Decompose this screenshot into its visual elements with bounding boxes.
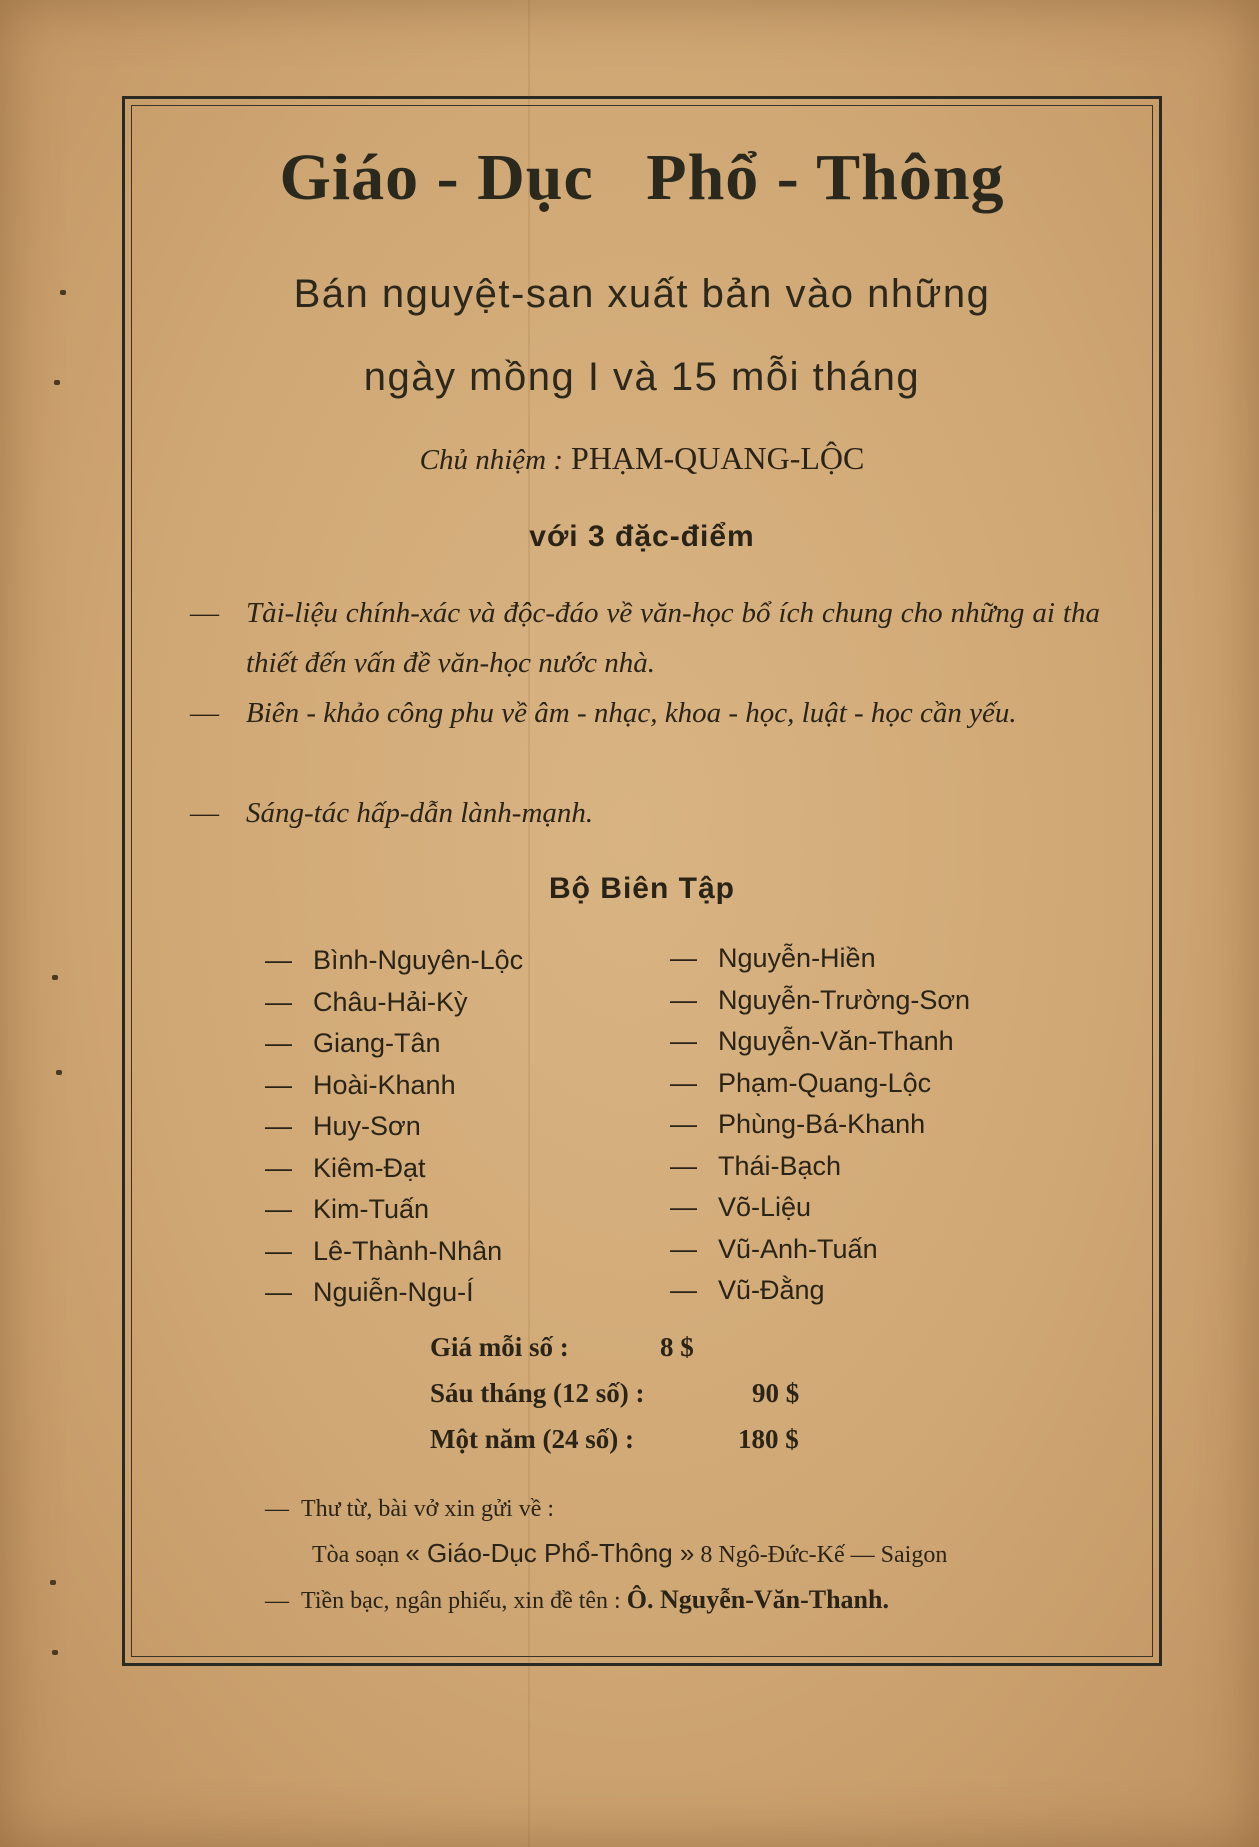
editor-name: PHẠM-QUANG-LỘC <box>571 440 865 476</box>
board-member: — Kiêm-Đạt <box>265 1152 426 1183</box>
features-heading: với 3 đặc-điểm <box>529 520 755 553</box>
board-member: — Vũ-Đằng <box>670 1275 825 1305</box>
price-single-issue <box>430 1332 694 1363</box>
price-label: Giá mỗi số : <box>430 1332 569 1362</box>
feature-item: — Biên - khảo công phu về âm - nhạc, khoa - học, luật - học cần yếu. <box>190 688 1100 738</box>
feature-text: Tài-liệu chính-xác và độc-đáo về văn-học bổ ích chung cho những ai tha thiết đến vấn đề văn-học nước nhà. <box>246 597 1100 679</box>
board-member: — Kim-Tuấn <box>265 1194 430 1224</box>
note-office <box>312 1538 947 1569</box>
price-label: Một năm (24 số) : <box>430 1424 634 1454</box>
paper-speck <box>54 380 60 385</box>
paper-speck <box>50 1580 56 1585</box>
price-value: 8 $ <box>660 1332 694 1362</box>
board-member: — Châu-Hải-Kỳ <box>265 986 468 1017</box>
board-member: — Thái-Bạch <box>670 1150 842 1181</box>
board-right-column <box>670 938 970 1312</box>
office-address: 8 Ngô-Đức-Kế — Saigon <box>700 1542 948 1568</box>
editor-line <box>122 440 1162 477</box>
subtitle-line-2: ngày mồng I và 15 mỗi tháng <box>363 355 921 399</box>
subtitle-line-1: Bán nguyệt-san xuất bản vào những <box>293 272 991 316</box>
board-member: — Nguyễn-Hiền <box>670 943 876 973</box>
paper-speck <box>56 1070 62 1075</box>
note-mail-label: Thư từ, bài vở xin gửi về : <box>301 1496 555 1522</box>
office-name: « Giáo-Dục Phổ-Thông » <box>405 1538 695 1568</box>
editor-label: Chủ nhiệm : <box>419 444 564 476</box>
price-one-year <box>430 1424 799 1455</box>
feature-item: — Sáng-tác hấp-dẫn lành-mạnh. <box>190 788 1100 838</box>
price-six-months <box>430 1378 800 1409</box>
paper-speck <box>52 1650 58 1655</box>
board-member: — Nguiễn-Ngu-Í <box>265 1277 474 1307</box>
board-member: — Nguyễn-Trường-Sơn <box>670 984 971 1015</box>
board-member: — Hoài-Khanh <box>265 1069 456 1100</box>
paper-speck <box>60 290 66 295</box>
office-prefix: Tòa soạn <box>312 1542 400 1568</box>
board-member: — Nguyễn-Văn-Thanh <box>670 1026 954 1056</box>
price-value: 90 $ <box>752 1378 800 1408</box>
note-payment: — Tiền bạc, ngân phiếu, xin đề tên : Ô. Nguyễn-Văn-Thanh. <box>265 1585 889 1614</box>
board-member: — Bình-Nguyên-Lộc <box>265 945 524 975</box>
payment-label: Tiền bạc, ngân phiếu, xin đề tên : <box>301 1588 621 1614</box>
feature-item: — Tài-liệu chính-xác và độc-đáo về văn-học bổ ích chung cho những ai tha thiết đến vấn đề văn-học nước nhà. <box>190 588 1100 688</box>
note-mail-address: — Thư từ, bài vở xin gửi về : <box>265 1496 555 1522</box>
price-value: 180 $ <box>738 1424 799 1454</box>
feature-text: Biên - khảo công phu về âm - nhạc, khoa - học, luật - học cần yếu. <box>246 697 1017 729</box>
board-heading: Bộ Biên Tập <box>548 872 735 905</box>
board-left-column <box>265 940 523 1314</box>
board-member: — Võ-Liệu <box>670 1192 812 1222</box>
board-member: — Phùng-Bá-Khanh <box>670 1109 926 1139</box>
price-label: Sáu tháng (12 số) : <box>430 1378 645 1408</box>
board-member: — Vũ-Anh-Tuấn <box>670 1233 878 1264</box>
board-member: — Lê-Thành-Nhân <box>265 1235 503 1266</box>
magazine-title: Giáo - Dục Phổ - Thông <box>279 141 1005 214</box>
payment-recipient: Ô. Nguyễn-Văn-Thanh. <box>626 1585 889 1614</box>
board-member: — Phạm-Quang-Lộc <box>670 1067 932 1098</box>
feature-text: Sáng-tác hấp-dẫn lành-mạnh. <box>246 797 594 829</box>
paper-speck <box>52 975 58 980</box>
board-member: — Giang-Tân <box>265 1028 441 1058</box>
board-member: — Huy-Sơn <box>265 1111 421 1141</box>
